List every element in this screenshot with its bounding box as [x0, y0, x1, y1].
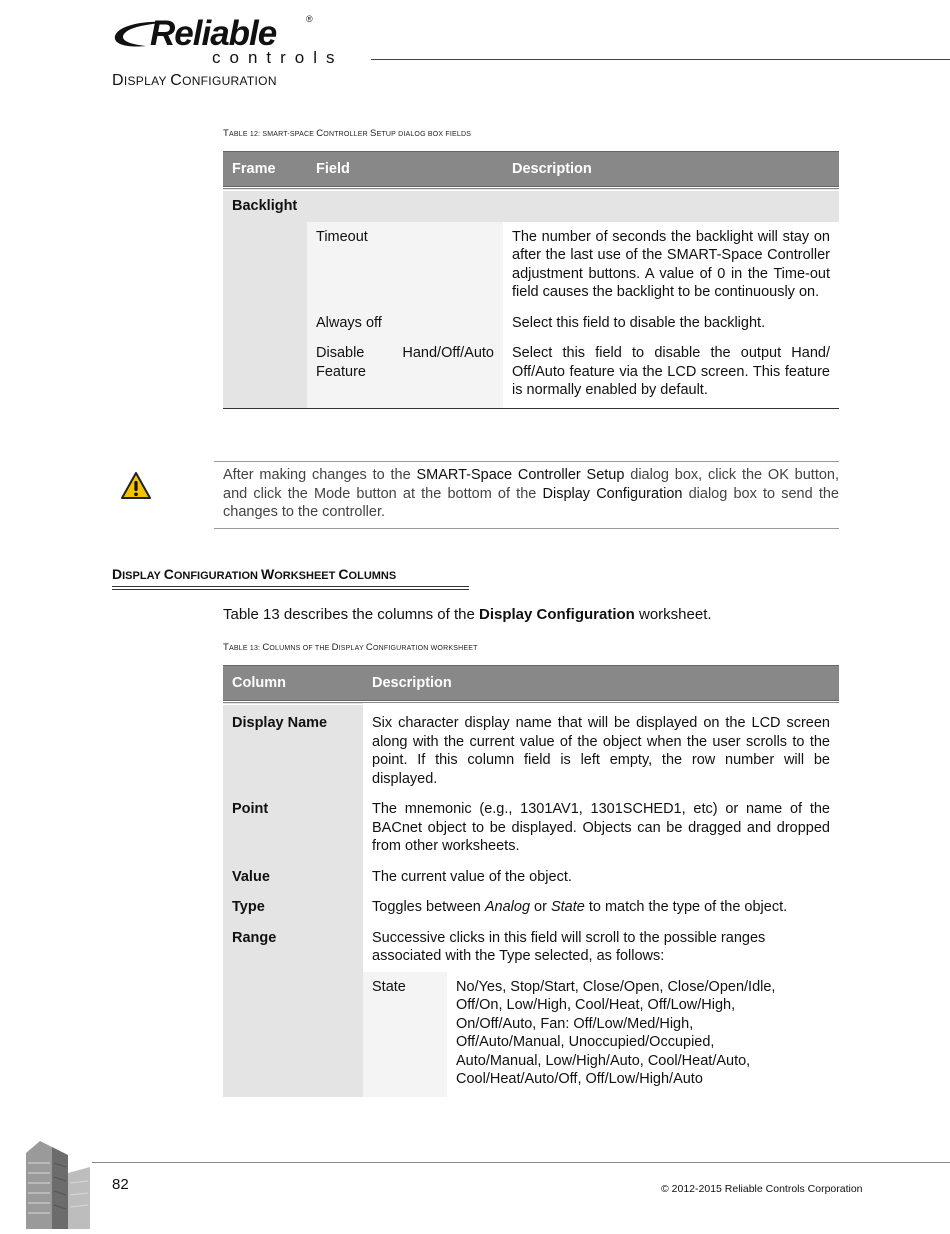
table-13-caption: TABLE 13: COLUMNS OF THE DISPLAY CONFIGURATION WORKSHEET	[223, 642, 478, 653]
table-header-row	[223, 666, 839, 704]
table-row	[223, 222, 839, 308]
table-row	[223, 703, 839, 794]
field-cell: Always off	[307, 308, 503, 339]
page-number: 82	[112, 1176, 129, 1193]
logo-wordmark: Reliable	[150, 14, 277, 53]
header-rule	[371, 59, 950, 60]
column-name-cell: Range	[223, 923, 363, 1097]
note-box	[214, 461, 839, 529]
note-text: After making changes to the SMART-Space Controller Setup dialog box, click the OK button, and click the Mode button at the bottom of the Display Configuration dialog box to send the changes to the controller.	[223, 467, 840, 520]
company-logo	[112, 12, 352, 67]
description-cell: The current value of the object.	[372, 868, 572, 885]
description-cell: The mnemonic (e.g., 1301AV1, 1301SCHED1, etc) or name of the BACnet object to be displayed. Objects can be dragged and dropped from other worksheets.	[372, 801, 830, 854]
description-cell: Successive clicks in this field will scroll to the possible ranges associated with the Type selected, as follows:	[372, 929, 766, 964]
header-description: Description	[363, 666, 839, 704]
header-field: Field	[307, 152, 503, 190]
table-row	[223, 308, 839, 339]
table-row	[223, 862, 839, 893]
table-row	[223, 923, 839, 972]
section-heading-underline	[112, 586, 469, 590]
header-column: Column	[223, 666, 363, 704]
intro-paragraph: Table 13 describes the columns of the Display Configuration worksheet.	[223, 606, 712, 623]
column-name-cell: Type	[223, 892, 363, 923]
building-image	[18, 1133, 92, 1229]
table-row	[223, 338, 839, 408]
logo-subtitle: controls	[212, 48, 344, 67]
description-cell: Six character display name that will be displayed on the LCD screen along with the current value of the object when the user scrolls to the point. If this column field is left empty, the row number will be displayed.	[372, 715, 830, 787]
header-description: Description	[503, 152, 839, 190]
field-cell: Timeout	[307, 222, 503, 308]
table-12	[223, 151, 839, 409]
table-12-caption: TABLE 12: SMART-SPACE CONTROLLER SETUP DIALOG BOX FIELDS	[223, 128, 472, 139]
description-cell: The number of seconds the backlight will stay on after the last use of the SMART-Space Controller adjustment buttons. A value of 0 in the Time-out field causes the backlight to be continuously on.	[512, 228, 830, 300]
description-cell: Select this field to disable the output Hand/ Off/Auto feature via the LCD screen. This feature is normally enabled by default.	[512, 345, 830, 398]
table-13	[223, 665, 839, 1097]
header-frame: Frame	[223, 152, 307, 190]
table-row	[223, 892, 839, 923]
section-title: DISPLAY CONFIGURATION	[112, 72, 277, 89]
range-type-label: State	[363, 972, 447, 1097]
group-label: Backlight	[232, 198, 298, 214]
frame-cell	[223, 222, 307, 308]
footer-rule	[92, 1162, 950, 1163]
warning-icon	[120, 471, 152, 501]
range-values: No/Yes, Stop/Start, Close/Open, Close/Open/Idle, Off/On, Low/High, Cool/Heat, Off/Low/High, On/Off/Auto, Fan: Off/Low/Med/High, Off/Auto/Manual, Unoccupied/Occupied, Auto/Manual, Low/High/Auto, Cool/Heat/Auto, Cool/Heat/Auto/Off, Off/Low/High/Auto	[456, 978, 776, 1087]
frame-cell	[223, 308, 307, 339]
description-cell: Select this field to disable the backlight.	[512, 314, 766, 331]
table-row	[223, 794, 839, 862]
section-heading: DISPLAY CONFIGURATION WORKSHEET COLUMNS	[112, 566, 397, 582]
table-header-row	[223, 152, 839, 190]
frame-cell	[223, 338, 307, 408]
group-row	[223, 189, 839, 222]
column-name-cell: Display Name	[223, 703, 363, 794]
description-cell: Toggles between Analog or State to match the type of the object.	[372, 899, 788, 915]
copyright-notice: © 2012-2015 Reliable Controls Corporation	[661, 1183, 863, 1195]
registered-mark: ®	[306, 14, 313, 24]
column-name-cell: Point	[223, 794, 363, 862]
field-cell: Disable Hand/Off/Auto Feature	[307, 338, 503, 408]
column-name-cell: Value	[223, 862, 363, 893]
